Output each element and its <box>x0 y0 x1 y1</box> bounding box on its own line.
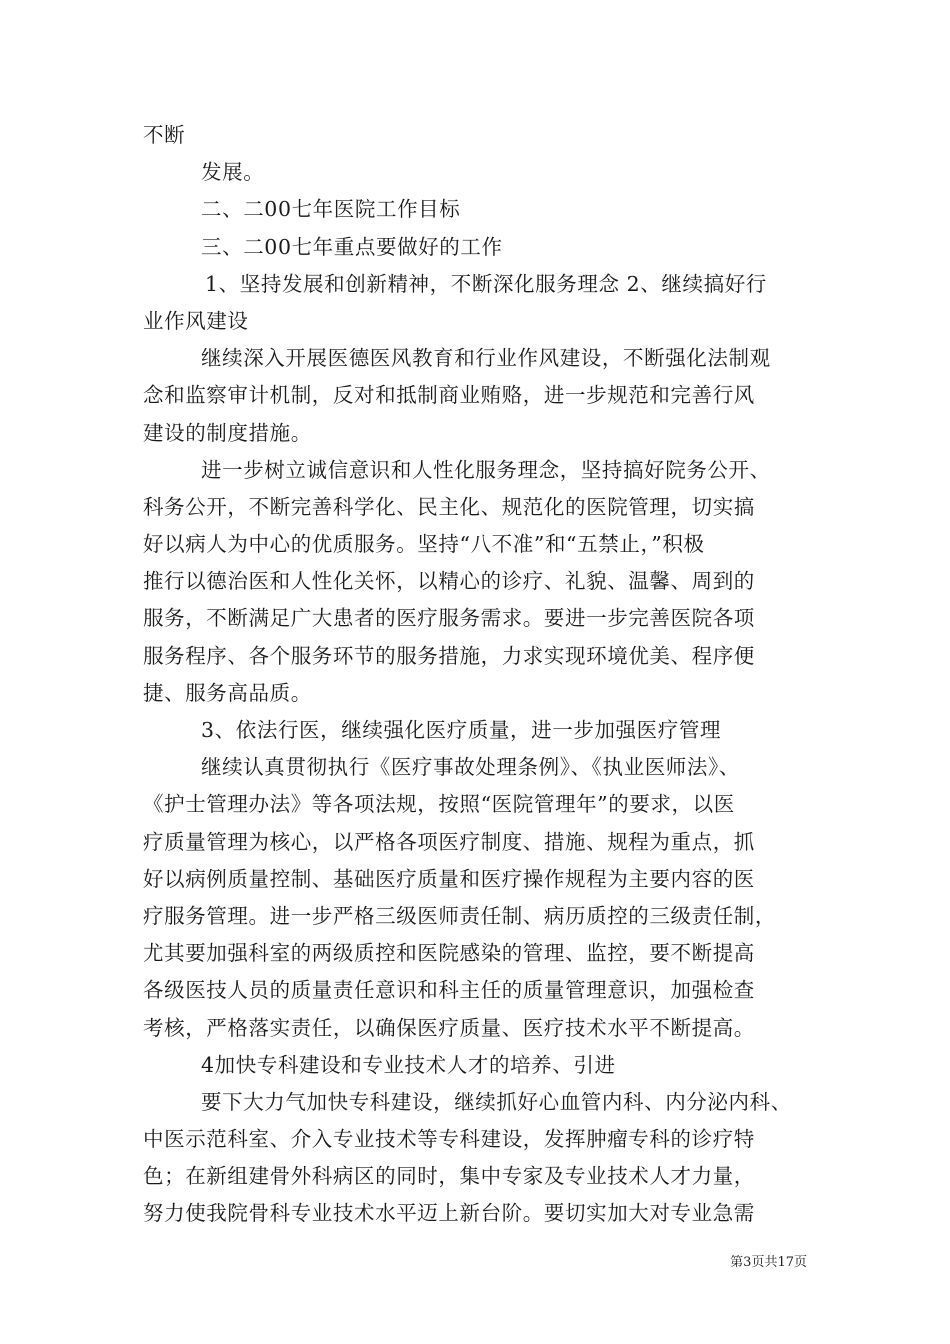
section-heading: 三、二00七年重点要做好的工作 <box>201 234 503 259</box>
text-line: 尤其要加强科室的两级质控和医院感染的管理、监控，要不断提高 <box>143 941 755 966</box>
text-line: 疗质量管理为核心，以严格各项医疗制度、措施、规程为重点，抓 <box>143 829 755 854</box>
text-line: 发展。 <box>201 160 265 185</box>
text-line: 考核，严格落实责任，以确保医疗质量、医疗技术水平不断提高。 <box>143 1015 755 1040</box>
text-line: 推行以德治医和人性化关怀，以精心的诊疗、礼貌、温馨、周到的 <box>143 569 755 594</box>
text-line: 科务公开，不断完善科学化、民主化、规范化的医院管理，切实搞 <box>143 494 755 519</box>
text-line: 业作风建设 <box>143 308 249 333</box>
text-line: 念和监察审计机制，反对和抵制商业贿赂，进一步规范和完善行风 <box>143 383 755 408</box>
text-line: 继续认真贯彻执行《医疗事故处理条例》、《执业医师法》、 <box>201 755 740 780</box>
text-line: 疗服务管理。进一步严格三级医师责任制、病历质控的三级责任制， <box>143 903 776 928</box>
text-line: 各级医技人员的质量责任意识和科主任的质量管理意识，加强检查 <box>143 978 755 1003</box>
text-line: 捷、服务高品质。 <box>143 680 312 705</box>
text-line: 中医示范科室、介入专业技术等专科建设，发挥肿瘤专科的诊疗特 <box>143 1127 755 1152</box>
text-line: 不断 <box>143 123 186 147</box>
text-line: 好以病例质量控制、基础医疗质量和医疗操作规程为主要内容的医 <box>143 866 755 891</box>
text-line: 服务程序、各个服务环节的服务措施，力求实现环境优美、程序便 <box>143 643 755 668</box>
text-line: 1、坚持发展和创新精神，不断深化服务理念 2、继续搞好行 <box>205 271 767 296</box>
text-line: 要下大力气加快专科建设，继续抓好心血管内科、内分泌内科、 <box>201 1089 792 1114</box>
text-line: 好以病人为中心的优质服务。坚持“八不准”和“五禁止，”积极 <box>143 532 705 557</box>
text-line: 进一步树立诚信意识和人性化服务理念，坚持搞好院务公开、 <box>201 457 771 482</box>
section-heading: 二、二00七年医院工作目标 <box>201 197 461 222</box>
text-line: 服务，不断满足广大患者的医疗服务需求。要进一步完善医院各项 <box>143 606 755 631</box>
page-number-footer: 第3页共17页 <box>730 1255 807 1270</box>
document-body <box>143 117 823 1233</box>
text-line: 色；在新组建骨外科病区的同时，集中专家及专业技术人才力量， <box>143 1164 755 1189</box>
text-line: 建设的制度措施。 <box>143 420 312 445</box>
text-line: 《护士管理办法》等各项法规，按照“医院管理年”的要求，以医 <box>143 792 735 817</box>
section-heading: 4加快专科建设和专业技术人才的培养、引进 <box>201 1052 616 1077</box>
text-line: 继续深入开展医德医风教育和行业作风建设，不断强化法制观 <box>201 346 771 371</box>
section-heading: 3、依法行医，继续强化医疗质量，进一步加强医疗管理 <box>201 718 722 742</box>
text-line: 努力使我院骨科专业技术水平迈上新台阶。要切实加大对专业急需 <box>143 1201 755 1226</box>
